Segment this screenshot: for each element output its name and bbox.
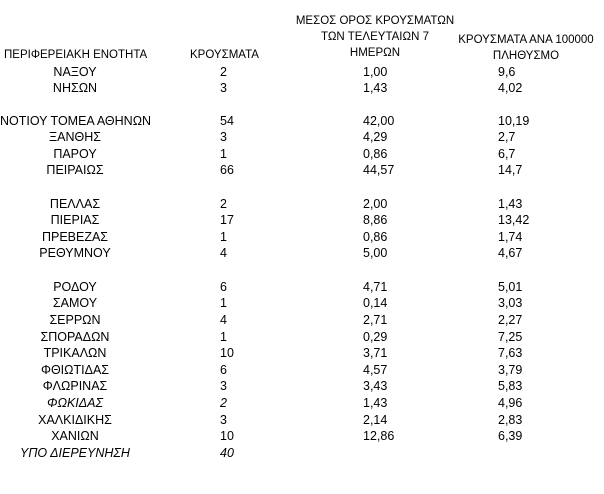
cases-count: 4: [220, 313, 227, 327]
cases-per-100k: 10,19: [498, 114, 530, 128]
unassigned-label: ΥΠΟ ΔΙΕΡΕΥΝΗΣΗ: [20, 446, 130, 460]
table-row: [0, 412, 604, 429]
region-name: ΦΩΚΙΔΑΣ: [47, 396, 103, 410]
cases-count: 2: [220, 396, 227, 410]
header-region: ΠΕΡΙΦΕΡΕΙΑΚΗ ΕΝΟΤΗΤΑ: [4, 49, 148, 61]
cases-count: 6: [220, 280, 227, 294]
cases-per-100k: 2,83: [498, 413, 523, 427]
cases-per-100k: 4,02: [498, 81, 523, 95]
region-name: ΝΑΞΟΥ: [53, 65, 97, 79]
region-name: ΦΘΙΩΤΙΔΑΣ: [40, 363, 110, 377]
region-name: ΠΑΡΟΥ: [53, 147, 97, 161]
cases-per-100k: 14,7: [498, 163, 523, 177]
seven-day-average: 3,43: [363, 379, 388, 393]
seven-day-average: 4,71: [363, 280, 388, 294]
cases-per-100k: 7,25: [498, 330, 523, 344]
cases-per-100k: 4,67: [498, 246, 523, 260]
region-name: ΞΑΝΘΗΣ: [49, 130, 101, 144]
cases-count: 1: [220, 147, 227, 161]
cases-per-100k: 1,43: [498, 197, 523, 211]
region-name: ΧΑΝΙΩΝ: [51, 429, 99, 443]
table-row: [0, 279, 604, 296]
table-row: [0, 295, 604, 312]
cases-count: 1: [220, 330, 227, 344]
seven-day-average: 0,29: [363, 330, 388, 344]
table-row: [0, 129, 604, 146]
cases-count: 17: [220, 213, 234, 227]
cases-count: 4: [220, 246, 227, 260]
region-name: ΦΛΩΡΙΝΑΣ: [42, 379, 108, 393]
seven-day-average: 1,00: [363, 65, 388, 79]
cases-per-100k: 6,39: [498, 429, 523, 443]
table-row: [0, 395, 604, 412]
seven-day-average: 2,00: [363, 197, 388, 211]
header-avg-line1: ΜΕΣΟΣ ΟΡΟΣ ΚΡΟΥΣΜΑΤΩΝ: [295, 15, 455, 27]
table-row: [0, 378, 604, 395]
header-avg-line2: ΤΩΝ ΤΕΛΕΥΤΑΙΩΝ 7: [321, 31, 429, 43]
seven-day-average: 4,57: [363, 363, 388, 377]
cases-per-100k: 3,03: [498, 296, 523, 310]
seven-day-average: 42,00: [363, 114, 395, 128]
cases-per-100k: 9,6: [498, 65, 516, 79]
header-per100k-line2: ΠΛΗΘΥΣΜΟ: [492, 50, 560, 62]
region-name: ΣΠΟΡΑΔΩΝ: [40, 330, 110, 344]
seven-day-average: 5,00: [363, 246, 388, 260]
cases-count: 66: [220, 163, 234, 177]
seven-day-average: 12,86: [363, 429, 395, 443]
cases-count: 3: [220, 379, 227, 393]
cases-per-100k: 5,83: [498, 379, 523, 393]
header-per100k-line1: ΚΡΟΥΣΜΑΤΑ ΑΝΑ 100000: [458, 34, 594, 46]
table-row: [0, 80, 604, 97]
cases-count: 2: [220, 197, 227, 211]
cases-per-100k: 5,01: [498, 280, 523, 294]
header-cases-per-100k: [446, 32, 604, 64]
region-name: ΝΟΤΙΟΥ ΤΟΜΕΑ ΑΘΗΝΩΝ: [0, 114, 152, 128]
cases-count: 6: [220, 363, 227, 377]
cases-count: 3: [220, 81, 227, 95]
cases-count: 10: [220, 346, 234, 360]
seven-day-average: 44,57: [363, 163, 395, 177]
seven-day-average: 0,86: [363, 230, 388, 244]
region-name: ΠΙΕΡΙΑΣ: [50, 213, 100, 227]
table-row: [0, 245, 604, 262]
cases-count: 54: [220, 114, 234, 128]
seven-day-average: 0,14: [363, 296, 388, 310]
cases-per-100k: 2,27: [498, 313, 523, 327]
region-name: ΧΑΛΚΙΔΙΚΗΣ: [38, 413, 112, 427]
table-row: [0, 345, 604, 362]
table-row: [0, 162, 604, 179]
header-seven-day-average: [290, 13, 460, 61]
seven-day-average: 8,86: [363, 213, 388, 227]
seven-day-average: 3,71: [363, 346, 388, 360]
table-row: [0, 212, 604, 229]
header-cases: ΚΡΟΥΣΜΑΤΑ: [190, 49, 259, 61]
cases-per-100k: 1,74: [498, 230, 523, 244]
region-name: ΝΗΣΩΝ: [52, 81, 98, 95]
cases-per-100k: 7,63: [498, 346, 523, 360]
region-name: ΡΕΘΥΜΝΟΥ: [39, 246, 111, 260]
unassigned-cases-count: 40: [220, 446, 234, 460]
region-name: ΠΕΛΛΑΣ: [49, 197, 101, 211]
cases-count: 3: [220, 130, 227, 144]
table-row: [0, 146, 604, 163]
region-name: ΣΑΜΟΥ: [52, 296, 98, 310]
unassigned-row: [0, 445, 604, 462]
region-name: ΠΡΕΒΕΖΑΣ: [41, 230, 109, 244]
cases-per-100k: 3,79: [498, 363, 523, 377]
cases-count: 1: [220, 230, 227, 244]
cases-count: 1: [220, 296, 227, 310]
region-name: ΤΡΙΚΑΛΩΝ: [43, 346, 107, 360]
seven-day-average: 4,29: [363, 130, 388, 144]
region-name: ΡΟΔΟΥ: [53, 280, 97, 294]
seven-day-average: 1,43: [363, 396, 388, 410]
cases-per-100k: 4,96: [498, 396, 523, 410]
table-row: [0, 362, 604, 379]
cases-per-100k: 13,42: [498, 213, 530, 227]
cases-count: 10: [220, 429, 234, 443]
header-avg-line3: ΗΜΕΡΩΝ: [349, 47, 401, 59]
table-row: [0, 196, 604, 213]
seven-day-average: 1,43: [363, 81, 388, 95]
region-name: ΣΕΡΡΩΝ: [49, 313, 101, 327]
seven-day-average: 2,71: [363, 313, 388, 327]
table-row: [0, 312, 604, 329]
region-name: ΠΕΙΡΑΙΩΣ: [46, 163, 104, 177]
table-row: [0, 329, 604, 346]
cases-per-100k: 6,7: [498, 147, 516, 161]
cases-count: 3: [220, 413, 227, 427]
table-row: [0, 229, 604, 246]
table-row: [0, 64, 604, 81]
table-row: [0, 428, 604, 445]
cases-count: 2: [220, 65, 227, 79]
cases-per-100k: 2,7: [498, 130, 516, 144]
table-row: [0, 113, 604, 130]
seven-day-average: 0,86: [363, 147, 388, 161]
seven-day-average: 2,14: [363, 413, 388, 427]
